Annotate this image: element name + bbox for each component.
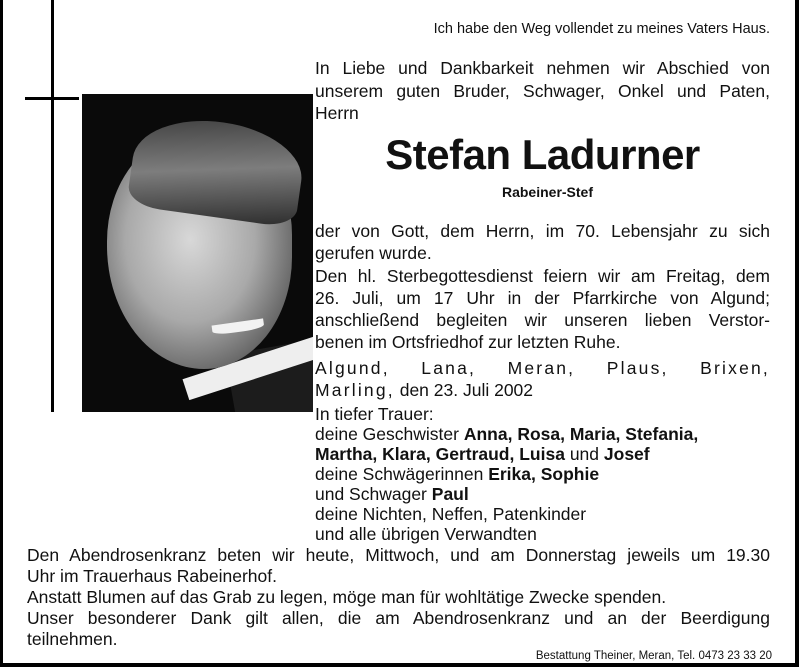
intro-line: In Liebe und Dankbarkeit nehmen wir Abschied von xyxy=(315,58,770,78)
mourners-line xyxy=(315,464,770,484)
brother-in-law-prefix: und Schwager xyxy=(315,484,427,504)
date: den 23. Juli 2002 xyxy=(399,380,534,400)
mourners-line: und alle übrigen Verwandten xyxy=(315,524,537,544)
death-line: gerufen wurde. xyxy=(315,243,432,263)
place-line: Algund, Lana, Meran, Plaus, Brixen, xyxy=(315,358,770,378)
siblings-names: Anna, Rosa, Maria, Stefania, xyxy=(463,424,699,444)
mourners-heading: In tiefer Trauer: xyxy=(315,404,434,424)
mourners-line: deine Nichten, Neffen, Patenkinder xyxy=(315,504,587,524)
mourners-line xyxy=(315,484,770,504)
place-last: Marling, xyxy=(315,380,395,400)
funeral-line: Den hl. Sterbegottesdienst feiern wir am Freitag, dem xyxy=(315,266,770,286)
funeral-home-footer: Bestattung Theiner, Meran, Tel. 0473 23 33 20 xyxy=(535,650,772,662)
cross-icon xyxy=(51,0,54,412)
nickname: Rabeiner-Stef xyxy=(501,184,594,200)
funeral-line: 26. Juli, um 17 Uhr in der Pfarrkirche von Algund; xyxy=(315,288,770,308)
sisters-in-law-prefix: deine Schwägerinnen xyxy=(315,464,484,484)
motto: Ich habe den Weg vollendet zu meines Vaters Haus. xyxy=(433,21,770,37)
mourners-line xyxy=(315,424,770,444)
portrait-photo xyxy=(82,94,313,412)
place-date-line xyxy=(315,379,770,401)
note-line: Anstatt Blumen auf das Grab zu legen, möge man für wohltätige Zwecke spenden. xyxy=(27,587,667,607)
death-line: der von Gott, dem Herrn, im 70. Lebensjahr zu sich xyxy=(315,221,770,241)
mourners-line xyxy=(315,444,770,464)
funeral-line: benen im Ortsfriedhof zur letzten Ruhe. xyxy=(315,332,621,352)
cross-icon-bar xyxy=(25,97,79,100)
deceased-name: Stefan Ladurner xyxy=(385,131,700,178)
note-line: Uhr im Trauerhaus Rabeinerhof. xyxy=(27,566,277,586)
sisters-in-law-names: Erika, Sophie xyxy=(488,464,600,484)
note-line: Unser besonderer Dank gilt allen, die am Abendrosenkranz und an der Beerdigung xyxy=(27,608,770,628)
sibling-name: Josef xyxy=(603,444,650,464)
note-line: teilnehmen. xyxy=(27,629,118,649)
funeral-line: anschließend begleiten wir unseren lieben Verstor- xyxy=(315,310,770,330)
brother-in-law-name: Paul xyxy=(431,484,469,504)
intro-line: unserem guten Bruder, Schwager, Onkel und Paten, xyxy=(315,81,770,101)
siblings-names: Martha, Klara, Gertraud, Luisa xyxy=(315,444,565,464)
intro-line: Herrn xyxy=(315,103,359,123)
note-line: Den Abendrosenkranz beten wir heute, Mittwoch, und am Donnerstag jeweils um 19.30 xyxy=(27,545,770,565)
siblings-prefix: deine Geschwister xyxy=(315,424,459,444)
and-text: und xyxy=(569,444,600,464)
